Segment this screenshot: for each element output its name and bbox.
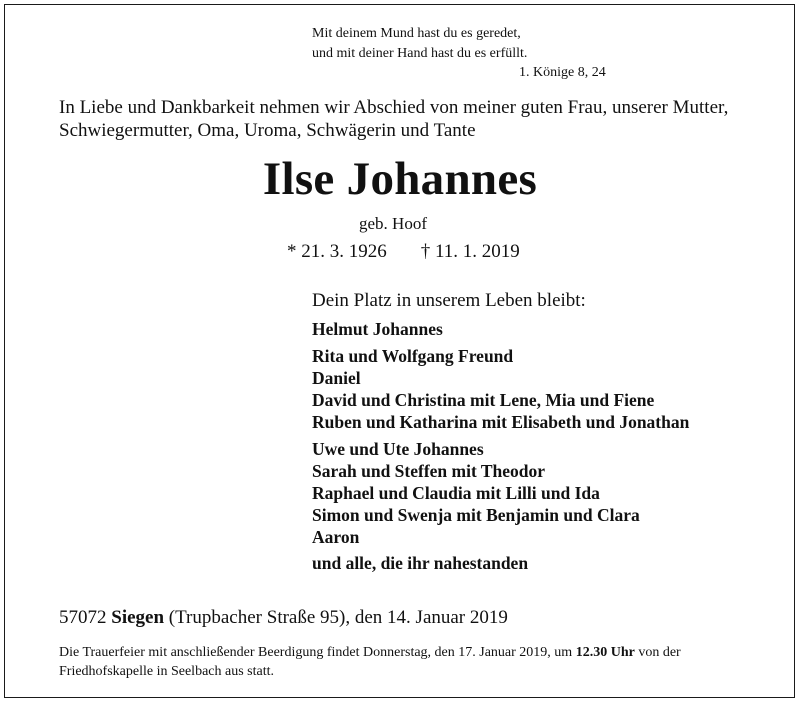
mourner-line: und alle, die ihr nahestanden <box>312 553 529 573</box>
deceased-name: Ilse Johannes <box>262 153 538 205</box>
bible-verse <box>312 24 527 64</box>
postcode: 57072 <box>59 607 107 628</box>
intro-text <box>59 96 728 142</box>
verse-line: Mit deinem Mund hast du es geredet, <box>312 26 521 41</box>
place-and-date <box>59 607 508 629</box>
funeral-time: 12.30 Uhr <box>575 645 635 660</box>
verse-reference: 1. Könige 8, 24 <box>519 65 606 80</box>
city: Siegen <box>111 607 165 628</box>
maiden-name: geb. Hoof <box>359 214 427 233</box>
intro-line: In Liebe und Dankbarkeit nehmen wir Abschied von meiner guten Frau, unserer Mutter, <box>59 97 729 118</box>
funeral-notice <box>59 643 749 681</box>
mourner-line: Simon und Swenja mit Benjamin und Clara <box>312 505 640 525</box>
birth-date: * 21. 3. 1926 <box>287 241 387 262</box>
intro-line: Schwiegermutter, Oma, Uroma, Schwägerin und Tante <box>59 120 476 141</box>
mourner-group <box>312 318 443 340</box>
mourner-line: Helmut Johannes <box>312 319 443 339</box>
mourner-line: Daniel <box>312 368 361 388</box>
mourner-line: Aaron <box>312 527 360 547</box>
death-date: † 11. 1. 2019 <box>420 241 520 262</box>
life-dates <box>287 241 520 263</box>
mourners-intro: Dein Platz in unserem Leben bleibt: <box>312 290 586 311</box>
mourner-line: Sarah und Steffen mit Theodor <box>312 461 546 481</box>
funeral-text: Die Trauerfeier mit anschließender Beerdigung findet Donnerstag, den 17. Januar 2019, um <box>59 645 573 660</box>
verse-line: und mit deiner Hand hast du es erfüllt. <box>312 46 528 61</box>
mourner-line: Rita und Wolfgang Freund <box>312 346 514 366</box>
address-date: (Trupbacher Straße 95), den 14. Januar 2019 <box>168 607 508 628</box>
mourner-group <box>312 438 640 548</box>
mourner-line: Uwe und Ute Johannes <box>312 439 484 459</box>
mourner-line: David und Christina mit Lene, Mia und Fiene <box>312 390 655 410</box>
mourner-group <box>312 345 689 433</box>
mourner-line: Raphael und Claudia mit Lilli und Ida <box>312 483 600 503</box>
mourner-group <box>312 552 528 574</box>
mourner-line: Ruben und Katharina mit Elisabeth und Jonathan <box>312 412 690 432</box>
funeral-text: von der Friedhofskapelle in Seelbach aus statt. <box>59 645 681 679</box>
